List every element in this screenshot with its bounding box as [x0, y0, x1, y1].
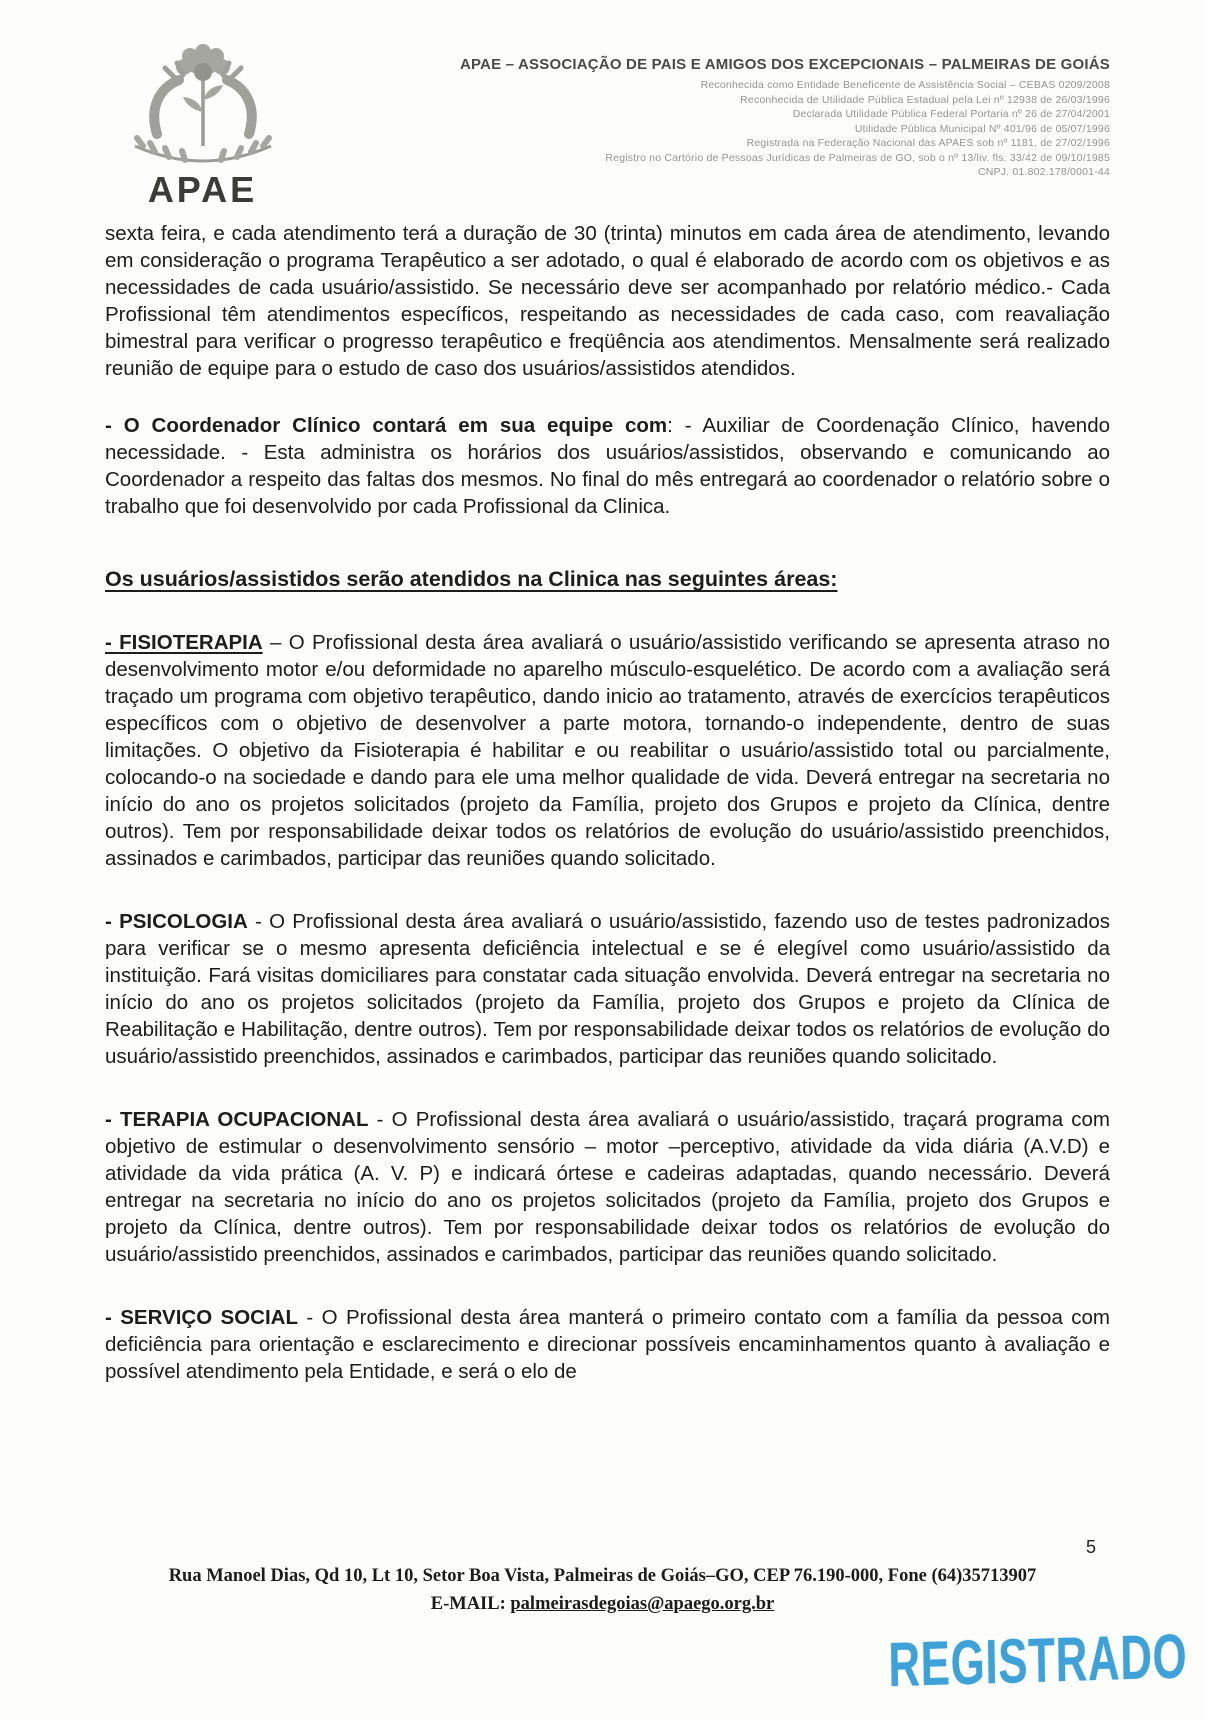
paragraph-coordenador	[105, 412, 1110, 520]
section-fisioterapia: - FISIOTERAPIA – O Profissional desta área avaliará o usuário/assistido verificando se apresenta atraso no desenvolvimento motor e/ou deformidade no aparelho músculo-esquelético. De acordo com a avaliação será traçado um programa com objetivo terapêutico, dando inicio ao tratamento, através de exercícios terapêuticos específicos com o objetivo de desenvolver a parte motora, tornando-o independente, dentro de suas limitações. O objetivo da Fisioterapia é habilitar e ou reabilitar o usuário/assistido total ou parcialmente, colocando-o na sociedade e dando para ele uma melhor qualidade de vida. Deverá entregar na secretaria no início do ano os projetos solicitados (projeto da Família, projeto dos Grupos e projeto da Clínica, dentre outros). Tem por responsabilidade deixar todos os relatórios de evolução do usuário/assistido preenchidos, assinados e carimbados, participar das reuniões quando solicitado.	[105, 631, 1110, 870]
apae-flower-hands-icon	[117, 42, 289, 170]
footer-block	[0, 1562, 1205, 1618]
org-title: APAE – ASSOCIAÇÃO DE PAIS E AMIGOS DOS EXCEPCIONAIS – PALMEIRAS DE GOIÁS	[459, 56, 1110, 73]
apae-logo-word: APAE	[147, 169, 258, 210]
apae-logo	[105, 42, 300, 208]
section-text-psicologia: O Profissional desta área avaliará o usuário/assistido, fazendo uso de testes padronizados para verificar se o mesmo apresenta deficiência intelectual e se é elegível como usuário/assistido da instituição. Fará visitas domiciliares para constatar cada situação envolvida. Deverá entregar na secretaria no início do ano os projetos solicitados (projeto da Família, projeto dos Grupos e projeto da Clínica de Reabilitação e Habilitação, dentre outros). Tem por responsabilidade deixar todos os relatórios de evolução do usuário/assistido preenchidos, assinados e carimbados, participar das reuniões quando solicitado.	[105, 910, 1111, 1068]
email-label: E-MAIL:	[430, 1594, 506, 1614]
registrado-stamp: REGISTRADO	[887, 1620, 1188, 1700]
section-name-servico-social: - SERVIÇO SOCIAL	[105, 1306, 298, 1329]
section-name-fisioterapia: - FISIOTERAPIA	[105, 631, 263, 654]
section-terapia-ocupacional: - TERAPIA OCUPACIONAL - O Profissional desta área avaliará o usuário/assistido, traçará programa com objetivo de estimular o desenvolvimento sensório – motor –perceptivo, atividade da vida diária (A.V.D) e atividade da vida prática (A. V. P) e indicará órtese e cadeiras adaptadas, quando necessário. Deverá entregar na secretaria no início do ano os projetos solicitados (projeto da Família, projeto dos Grupos e projeto da Clínica, dentre outros). Tem por responsabilidade deixar todos os relatórios de evolução do usuário/assistido preenchidos, assinados e carimbados, participar das reuniões quando solicitado.	[105, 1108, 1111, 1266]
document-body	[0, 214, 1205, 1385]
section-name-terapia-ocupacional: - TERAPIA OCUPACIONAL	[105, 1108, 369, 1131]
coordenador-lead: - O Coordenador Clínico contará em sua equipe com	[105, 414, 668, 437]
credential-line: Reconhecida como Entidade Beneficente de Assistência Social – CEBAS 0209/2008	[700, 79, 1110, 91]
page-header	[0, 0, 1205, 214]
credential-line: Registro no Cartório de Pessoas Jurídicas de Palmeiras de GO, sob o nº 13/liv. fls. 33/42 de 09/10/1985	[605, 151, 1110, 164]
section-text-servico-social: O Profissional desta área manterá o primeiro contato com a família da pessoa com deficiência para orientação e esclarecimento e direcionar possíveis encaminhamentos quanto à avaliação e possível atendimento pela Entidade, e será o elo de	[105, 1306, 1110, 1383]
section-psicologia: - PSICOLOGIA - O Profissional desta área avaliará o usuário/assistido, fazendo uso de testes padronizados para verificar se o mesmo apresenta deficiência intelectual e se é elegível como usuário/assistido da instituição. Fará visitas domiciliares para constatar cada situação envolvida. Deverá entregar na secretaria no início do ano os projetos solicitados (projeto da Família, projeto dos Grupos e projeto da Clínica de Reabilitação e Habilitação, dentre outros). Tem por responsabilidade deixar todos os relatórios de evolução do usuário/assistido preenchidos, assinados e carimbados, participar das reuniões quando solicitado.	[105, 910, 1111, 1068]
credential-line: Reconhecida de Utilidade Pública Estadual pela Lei nº 12938 de 26/03/1996	[740, 93, 1110, 106]
credential-line: Registrada na Federação Nacional das APAES sob nº 1181, de 27/02/1996	[746, 137, 1110, 149]
credential-line: Utilidade Pública Municipal Nº 401/96 de 05/07/1996	[854, 122, 1110, 135]
credential-cnpj: CNPJ. 01.802.178/0001-44	[977, 166, 1110, 178]
section-servico-social: - SERVIÇO SOCIAL - O Profissional desta área manterá o primeiro contato com a família da pessoa com deficiência para orientação e esclarecimento e direcionar possíveis encaminhamentos quanto à avaliação e possível atendimento pela Entidade, e será o elo de	[105, 1306, 1110, 1383]
page-number: 5	[1085, 1537, 1096, 1557]
email-address: palmeirasdegoias@apaego.org.br	[510, 1594, 775, 1614]
section-text-terapia-ocupacional: O Profissional desta área avaliará o usuário/assistido, traçará programa com objetivo de estimular o desenvolvimento sensório – motor –perceptivo, atividade da vida diária (A.V.D) e atividade da vida prática (A. V. P) e indicará órtese e cadeiras adaptadas, quando necessário. Deverá entregar na secretaria no início do ano os projetos solicitados (projeto da Família, projeto dos Grupos e projeto da Clínica, dentre outros). Tem por responsabilidade deixar todos os relatórios de evolução do usuário/assistido preenchidos, assinados e carimbados, participar das reuniões quando solicitado.	[105, 1108, 1111, 1266]
footer-email-line	[0, 1590, 1205, 1618]
section-text-fisioterapia: O Profissional desta área avaliará o usuário/assistido verificando se apresenta atraso no desenvolvimento motor e/ou deformidade no aparelho músculo-esquelético. De acordo com a avaliação será traçado um programa com objetivo terapêutico, dando inicio ao tratamento, através de exercícios terapêuticos específicos com o objetivo de desenvolver a parte motora, tornando-o independente, dentro de suas limitações. O objetivo da Fisioterapia é habilitar e ou reabilitar o usuário/assistido total ou parcialmente, colocando-o na sociedade e dando para ele uma melhor qualidade de vida. Deverá entregar na secretaria no início do ano os projetos solicitados (projeto da Família, projeto dos Grupos e projeto da Clínica, dentre outros). Tem por responsabilidade deixar todos os relatórios de evolução do usuário/assistido preenchidos, assinados e carimbados, participar das reuniões quando solicitado.	[105, 631, 1110, 870]
section-name-psicologia: - PSICOLOGIA	[105, 910, 248, 933]
footer-address: Rua Manoel Dias, Qd 10, Lt 10, Setor Boa Vista, Palmeiras de Goiás–GO, CEP 76.190-000, Fone (64)35713907	[168, 1566, 1037, 1586]
credential-line: Declarada Utilidade Pública Federal Portaria nº 26 de 27/04/2001	[792, 108, 1110, 120]
coordenador-rest: : - Auxiliar de Coordenação Clínico, havendo necessidade. - Esta administra os horários dos usuários/assistidos, observando e comunicando ao Coordenador a respeito das faltas dos mesmos. No final do mês entregará ao coordenador o relatório sobre o trabalho que foi desenvolvido por cada Profissional da Clinica.	[105, 414, 1111, 518]
paragraph-atendimento: sexta feira, e cada atendimento terá a duração de 30 (trinta) minutos em cada área de atendimento, levando em consideração o programa Terapêutico a ser adotado, o qual é elaborado de acordo com os objetivos e as necessidades de cada usuário/assistido. Se necessário deve ser acompanhado por relatório médico.- Cada Profissional têm atendimentos específicos, respeitando as necessidades de cada caso, com reavaliação bimestral para verificar o progresso terapêutico e freqüência aos atendimentos. Mensalmente será realizado reunião de equipe para o estudo de caso dos usuários/assistidos atendidos.	[105, 222, 1110, 380]
areas-heading: Os usuários/assistidos serão atendidos na Clinica nas seguintes áreas:	[105, 567, 838, 591]
header-text-block	[300, 42, 1110, 180]
